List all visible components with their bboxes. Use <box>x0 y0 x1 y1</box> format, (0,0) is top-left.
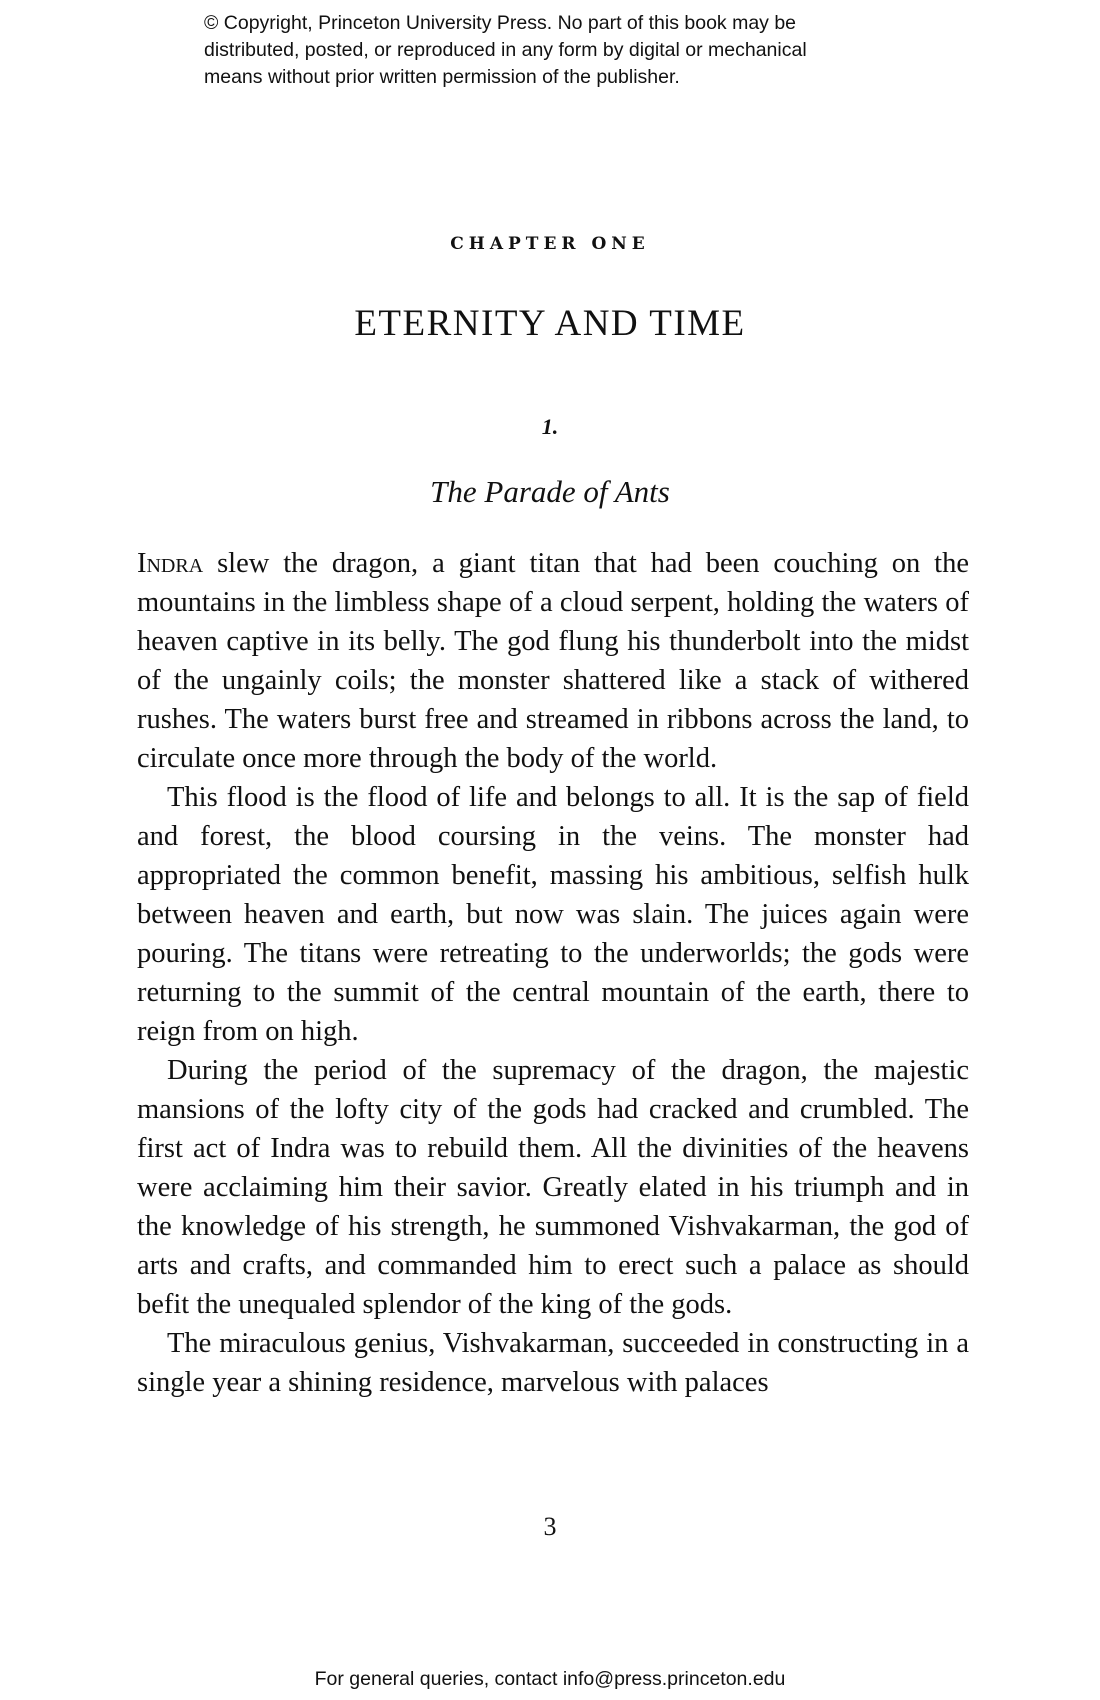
body-text <box>137 544 969 1402</box>
paragraph-3: During the period of the supremacy of the dragon, the majestic mansions of the lofty city of the gods had cracked and crumbled. The first act of Indra was to rebuild them. All the divinities of the heavens were acclaiming him their savior. Greatly elated in his triumph and in the knowledge of his strength, he summoned Vishvakarman, the god of arts and crafts, and commanded him to erect such a palace as should befit the unequaled splendor of the king of the gods. <box>137 1055 969 1320</box>
paragraph-1 <box>137 544 969 778</box>
copyright-line: © Copyright, Princeton University Press. No part of this book may be <box>204 12 797 34</box>
footer-contact: For general queries, contact info@press.princeton.edu <box>314 1668 786 1690</box>
copyright-line: means without prior written permission of the publisher. <box>204 66 680 88</box>
paragraph-4: The miraculous genius, Vishvakarman, succeeded in constructing in a single year a shining residence, marvelous with palaces <box>137 1328 969 1398</box>
page-number: 3 <box>543 1512 557 1541</box>
chapter-title: ETERNITY AND TIME <box>354 303 746 344</box>
section-title: The Parade of Ants <box>430 474 670 509</box>
copyright-notice <box>204 10 904 91</box>
copyright-line: distributed, posted, or reproduced in any form by digital or mechanical <box>204 39 807 61</box>
paragraph-text: slew the dragon, a giant titan that had been couching on the mountains in the limbless shape of a cloud serpent, holding the waters of heaven captive in its belly. The god flung his thunderbolt into the midst of the ungainly coils; the monster shattered like a stack of withered rushes. The waters burst free and streamed in ribbons across the land, to circulate once more through the body of the world. <box>137 548 969 774</box>
opening-word: Indra <box>137 548 204 579</box>
chapter-label: CHAPTER ONE <box>450 234 650 254</box>
section-number: 1. <box>541 414 559 439</box>
paragraph-2: This flood is the flood of life and belongs to all. It is the sap of field and forest, the blood coursing in the veins. The monster had appropriated the common benefit, massing his ambitious, selfish hulk between heaven and earth, but now was slain. The juices again were pouring. The titans were retreating to the underworlds; the gods were returning to the summit of the central mountain of the earth, there to reign from on high. <box>137 782 969 1047</box>
